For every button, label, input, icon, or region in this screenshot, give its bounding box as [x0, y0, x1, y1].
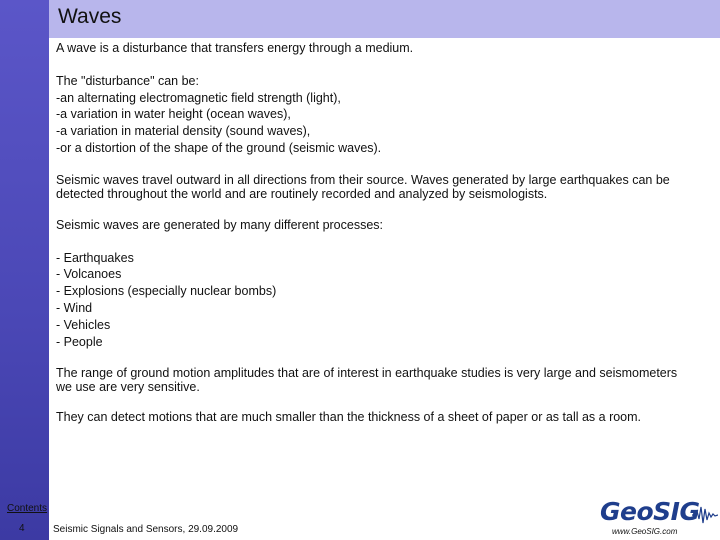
paragraph-seismic-travel: Seismic waves travel outward in all directions from their source. Waves generated by large earthquakes can be detected throughout the world and are routinely recorded and analyzed by seismologists.	[56, 172, 670, 201]
paragraph-process-list: - Earthquakes - Volcanoes - Explosions (especially nuclear bombs) - Wind - Vehicles - People	[56, 250, 277, 349]
title-bar	[49, 0, 720, 38]
slide-sidebar	[0, 0, 49, 540]
geosig-logo	[600, 497, 718, 529]
seismogram-icon	[692, 503, 718, 527]
page-number: 4	[19, 523, 25, 534]
paragraph-processes-intro: Seismic waves are generated by many different processes:	[56, 217, 384, 232]
slide-body	[56, 40, 686, 424]
paragraph-amplitude-range: The range of ground motion amplitudes that are of interest in earthquake studies is very large and seismometers we use are very sensitive.	[56, 366, 678, 395]
paragraph-wave-definition: A wave is a disturbance that transfers energy through a medium.	[56, 41, 414, 55]
contents-link[interactable]: Contents	[7, 503, 48, 514]
footer-caption: Seismic Signals and Sensors, 29.09.2009	[53, 524, 239, 535]
logo-wordmark: GeoSIG	[600, 497, 700, 526]
paragraph-disturbance-list: The "disturbance" can be: -an alternating electromagnetic field strength (light), -a variation in water height (ocean waves), -a variation in material density (sound waves), -or a distortion of the shape of the ground (seismic waves).	[56, 73, 382, 155]
paragraph-detect-motions: They can detect motions that are much smaller than the thickness of a sheet of paper or as tall as a room.	[56, 410, 642, 425]
website-url: www.GeoSIG.com	[612, 527, 678, 536]
slide-title: Waves	[58, 5, 122, 28]
